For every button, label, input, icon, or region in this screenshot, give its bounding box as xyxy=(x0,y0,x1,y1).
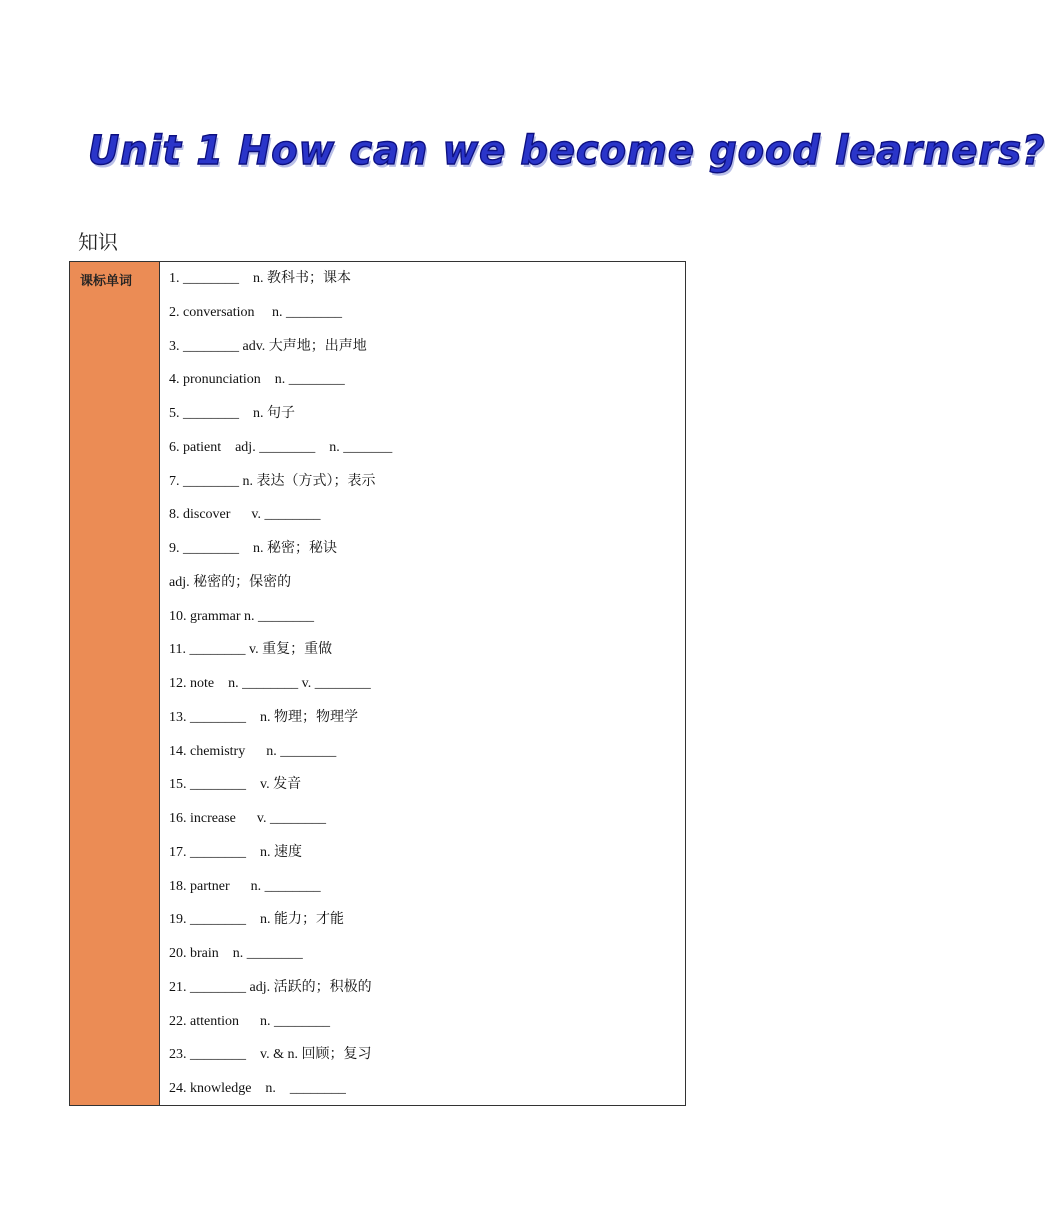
vocab-entry: 7. ________ n. 表达（方式）；表示 xyxy=(169,473,376,489)
vocabulary-table xyxy=(69,261,686,1106)
category-label: 课标单词 xyxy=(80,274,133,289)
vocab-entry: 4. pronunciation n. ________ xyxy=(169,372,345,388)
vocab-entry: 12. note n. ________ v. ________ xyxy=(169,676,371,691)
category-cell xyxy=(70,262,160,1105)
vocab-entry: 10. grammar n. ________ xyxy=(169,608,315,624)
vocab-entry: 16. increase v. ________ xyxy=(169,811,326,826)
vocab-entry: 5. ________ n. 句子 xyxy=(169,406,295,421)
vocab-entry: 13. ________ n. 物理；物理学 xyxy=(169,709,358,725)
vocab-entry: 17. ________ n. 速度 xyxy=(169,844,302,860)
vocab-entry: 22. attention n. ________ xyxy=(169,1013,330,1029)
vocab-entry: 24. knowledge n. ________ xyxy=(169,1081,346,1096)
vocab-entry: 3. ________ adv. 大声地；出声地 xyxy=(169,338,367,354)
vocab-entry: 21. ________ adj. 活跃的；积极的 xyxy=(169,979,372,995)
page-title: Unit 1 How can we become good learners? xyxy=(88,128,1045,174)
vocab-entry: 18. partner n. ________ xyxy=(169,878,321,894)
vocab-entry: 14. chemistry n. ________ xyxy=(169,743,337,759)
vocab-entry: 19. ________ n. 能力；才能 xyxy=(169,912,344,928)
vocab-entry: 9. ________ n. 秘密；秘诀 xyxy=(169,541,337,556)
vocab-entry: 23. ________ v. & n. 回顾；复习 xyxy=(169,1047,372,1063)
vocab-entry: 15. ________ v. 发音 xyxy=(169,777,302,793)
vocab-entry: 8. discover v. ________ xyxy=(169,507,321,523)
vocab-entry: 2. conversation n. ________ xyxy=(169,304,343,320)
vocab-entry: 6. patient adj. ________ n. _______ xyxy=(169,439,393,455)
section-label: 知识 xyxy=(78,232,118,254)
vocab-entry: 11. ________ v. 重复；重做 xyxy=(169,642,333,658)
vocab-entry: adj. 秘密的；保密的 xyxy=(169,574,292,590)
vocab-entry: 20. brain n. ________ xyxy=(169,946,303,961)
vocab-entry: 1. ________ n. 教科书；课本 xyxy=(169,271,351,286)
entries-list xyxy=(160,262,685,1105)
